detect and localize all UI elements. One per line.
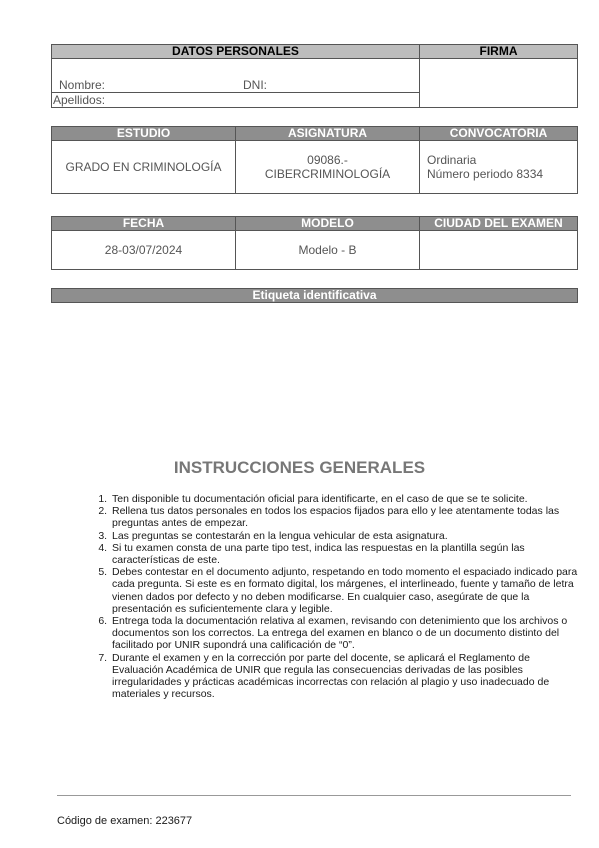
firma-box[interactable] (419, 58, 578, 108)
instruction-item: 2. Rellena tus datos personales en todos los espacios fijados para ello y lee atentamente todas las preguntas antes de empezar. (110, 505, 580, 529)
convocatoria-type: Ordinaria (427, 153, 477, 167)
fecha-cell (51, 230, 236, 270)
instruction-item: 6. Entrega toda la documentación relativa al examen, revisando con detenimiento que los archivos o documentos son los correctos. La entrega del examen en blanco o de un documento distinto del facilitado por UNIR supondrá una calificación de “0”. (110, 615, 580, 652)
footer-divider (57, 795, 571, 796)
nombre-label: Nombre: (59, 78, 106, 92)
instruction-item: 7. Durante el examen y en la corrección por parte del docente, se aplicará el Reglamento de Evaluación Académica de UNIR que regula las consecuencias derivadas de las posibles irregularidades y prácticas académicas incorrectas con relación al plagio y uso inadecuado de materiales y recursos. (110, 652, 580, 701)
estudio-header: ESTUDIO (51, 126, 236, 141)
instruction-item: 1. Ten disponible tu documentación oficial para identificarte, en el caso de que se te solicite. (110, 493, 580, 505)
ciudad-header: CIUDAD DEL EXAMEN (419, 216, 578, 231)
instruction-item: 4. Si tu examen consta de una parte tipo test, indica las respuestas en la plantilla según las características de este. (110, 542, 580, 566)
instruction-item: 5. Debes contestar en el documento adjunto, respetando en todo momento el espaciado indicado para cada pregunta. Si este es en formato digital, los márgenes, el interlineado, fuente y tamaño de letra vienen dados por defecto y no deben modificarse. En cualquier caso, asegúrate de que la presentación es suficientemente clara y legible. (110, 566, 580, 615)
convocatoria-cell (419, 140, 578, 194)
ciudad-cell[interactable] (419, 230, 578, 270)
fecha-value: 28-03/07/2024 (104, 243, 183, 257)
estudio-value: GRADO EN CRIMINOLOGÍA (65, 160, 222, 174)
convocatoria-header: CONVOCATORIA (419, 126, 578, 141)
apellidos-row[interactable] (51, 92, 420, 108)
estudio-cell (51, 140, 236, 194)
asignatura-code: 09086.- (307, 153, 348, 167)
asignatura-header: ASIGNATURA (235, 126, 420, 141)
dni-label: DNI: (243, 78, 267, 92)
convocatoria-periodo: Número periodo 8334 (427, 167, 544, 181)
modelo-cell (235, 230, 420, 270)
instruction-item: 3. Las preguntas se contestarán en la lengua vehicular de esta asignatura. (110, 530, 580, 542)
nombre-dni-row[interactable] (51, 58, 420, 92)
asignatura-name: CIBERCRIMINOLOGÍA (264, 167, 391, 181)
fecha-header: FECHA (51, 216, 236, 231)
datos-personales-header: DATOS PERSONALES (51, 44, 420, 59)
etiqueta-header: Etiqueta identificativa (51, 288, 578, 303)
exam-code: Código de examen: 223677 (57, 815, 193, 827)
instructions-list (80, 493, 580, 700)
modelo-header: MODELO (235, 216, 420, 231)
asignatura-cell (235, 140, 420, 194)
apellidos-label: Apellidos: (53, 93, 106, 107)
modelo-value: Modelo - B (298, 243, 357, 257)
firma-header: FIRMA (419, 44, 578, 59)
instructions-title: INSTRUCCIONES GENERALES (173, 458, 426, 477)
